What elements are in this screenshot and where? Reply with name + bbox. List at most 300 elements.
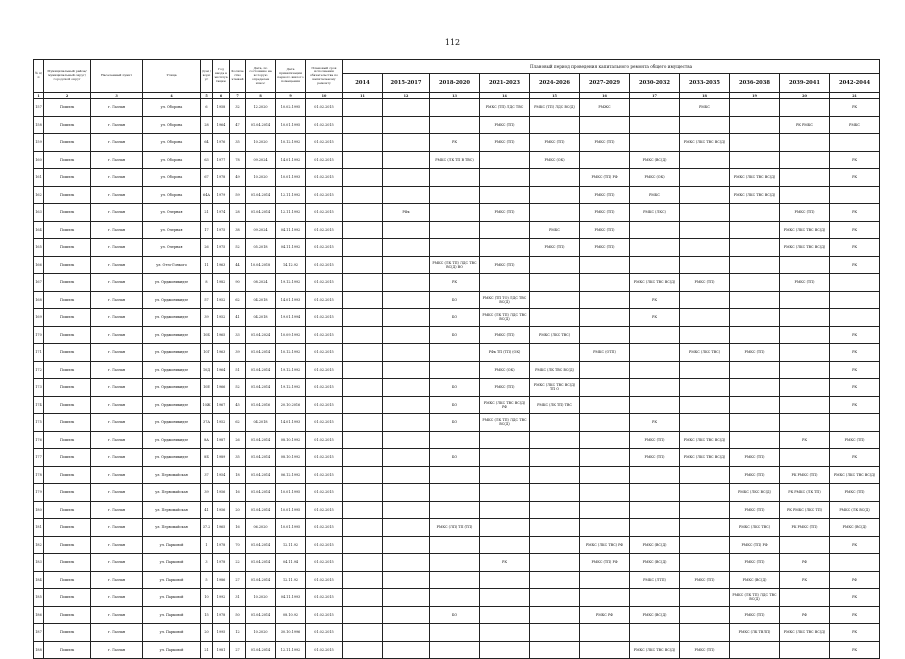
header-municipality: Муниципальный район/муниципальный округ/городской округ: [44, 60, 91, 93]
repair-period-cell: [630, 519, 680, 537]
repair-period-cell: [530, 274, 580, 292]
municipality-cell: Пошлэк: [44, 326, 91, 344]
column-number: 18: [680, 93, 730, 99]
table-row: [34, 449, 880, 467]
ownership-date-cell: 01.04.2014: [246, 466, 276, 484]
repair-period-cell: [343, 519, 383, 537]
repair-period-cell: [383, 116, 430, 134]
repair-period-cell: РМКС (ТП): [730, 466, 780, 484]
column-number: 17: [630, 93, 680, 99]
floors-cell: 39: [230, 344, 246, 362]
repair-period-cell: РМКС (ТП): [730, 449, 780, 467]
privatization-date-cell: 12.11.92: [276, 536, 306, 554]
municipality-cell: Пошлэк: [44, 204, 91, 222]
repair-period-cell: [780, 396, 830, 414]
repair-period-cell: РМКС (ОК): [530, 151, 580, 169]
repair-period-cell: [780, 326, 830, 344]
repair-period-cell: [480, 484, 530, 502]
repair-period-cell: [430, 624, 480, 642]
repair-period-cell: [830, 309, 880, 327]
repair-period-cell: РМКС (ТП): [580, 204, 630, 222]
repair-period-cell: [343, 501, 383, 519]
privatization-date-cell: 04.11.1993: [276, 589, 306, 607]
row-number: 180: [34, 501, 44, 519]
repair-period-cell: РМКС (ТП): [780, 204, 830, 222]
repair-period-cell: [530, 466, 580, 484]
house-cell: 20: [201, 624, 213, 642]
repair-period-cell: [680, 291, 730, 309]
repair-period-cell: РК РМКС (ЛКС ТП): [780, 501, 830, 519]
street-cell: ул. Орджоникидзе: [143, 414, 201, 432]
column-number: 2: [44, 93, 91, 99]
planned-date-cell: 01.02.2015: [306, 326, 343, 344]
repair-period-cell: РМКС (ВС(Д): [730, 571, 780, 589]
repair-period-cell: [343, 361, 383, 379]
repair-period-cell: [630, 396, 680, 414]
header-year: 2015-2017: [383, 74, 430, 93]
repair-period-cell: РК: [830, 361, 880, 379]
municipality-cell: Пошлэк: [44, 536, 91, 554]
street-cell: ул. Орджоникидзе: [143, 326, 201, 344]
repair-period-cell: РК: [430, 274, 480, 292]
repair-period-cell: РМКС (ЛК ТП В ТВС): [430, 151, 480, 169]
repair-period-cell: [780, 536, 830, 554]
house-cell: 10Г: [201, 344, 213, 362]
repair-period-cell: РМКС (ЛКС ТВС ВС(Д): [630, 641, 680, 659]
settlement-cell: г. Лаэлан: [91, 116, 143, 134]
repair-period-cell: [343, 641, 383, 659]
repair-period-cell: [630, 484, 680, 502]
repair-period-cell: РК: [830, 344, 880, 362]
planned-date-cell: 01.02.2015: [306, 484, 343, 502]
row-number: 169: [34, 309, 44, 327]
privatization-date-cell: 10.12.1992: [276, 134, 306, 152]
repair-period-cell: [580, 641, 630, 659]
repair-period-cell: РМКС (ТП) РФ: [580, 554, 630, 572]
house-cell: 26: [201, 239, 213, 257]
repair-period-cell: [630, 256, 680, 274]
header-year: 2042-2044: [830, 74, 880, 93]
repair-period-cell: [580, 501, 630, 519]
settlement-cell: г. Лаэлан: [91, 169, 143, 187]
table-row: [34, 99, 880, 117]
municipality-cell: Пошлэк: [44, 554, 91, 572]
planned-date-cell: 01.02.2015: [306, 134, 343, 152]
repair-period-cell: [383, 449, 430, 467]
planned-date-cell: 01.02.2015: [306, 169, 343, 187]
repair-period-cell: РК РМКС (ТП): [780, 519, 830, 537]
house-cell: 10: [201, 589, 213, 607]
year-built-cell: 1977: [213, 151, 230, 169]
privatization-date-cell: 10.01.1995: [276, 116, 306, 134]
floors-cell: 78: [230, 151, 246, 169]
floors-cell: 28: [230, 204, 246, 222]
street-cell: ул. Парковой: [143, 606, 201, 624]
repair-period-cell: [383, 571, 430, 589]
privatization-date-cell: 12.11.92: [276, 571, 306, 589]
floors-cell: 59: [230, 186, 246, 204]
planned-date-cell: 01.02.2015: [306, 396, 343, 414]
repair-period-cell: [630, 116, 680, 134]
planned-date-cell: 01.02.2015: [306, 606, 343, 624]
repair-period-cell: РМКС (ТП): [630, 431, 680, 449]
repair-period-cell: [680, 466, 730, 484]
municipality-cell: Пошлэк: [44, 414, 91, 432]
floors-cell: 20: [230, 501, 246, 519]
repair-period-cell: РМКС (ЛКС ТВС ВС(Д): [830, 466, 880, 484]
year-built-cell: 1964: [213, 361, 230, 379]
house-cell: 8Б: [201, 449, 213, 467]
repair-period-cell: [343, 151, 383, 169]
repair-period-cell: [430, 589, 480, 607]
repair-period-cell: [530, 431, 580, 449]
repair-period-cell: [343, 624, 383, 642]
repair-period-cell: [780, 99, 830, 117]
floors-cell: 35: [230, 134, 246, 152]
repair-period-cell: РК РМКС: [780, 116, 830, 134]
street-cell: ул. Оборона: [143, 116, 201, 134]
floors-cell: 47: [230, 116, 246, 134]
repair-period-cell: РМКС (ТП): [480, 116, 530, 134]
street-cell: ул. Парковой: [143, 571, 201, 589]
repair-period-cell: [430, 536, 480, 554]
year-built-cell: 1981: [213, 641, 230, 659]
repair-period-cell: [430, 571, 480, 589]
repair-period-cell: РФк ТП (ТП) (ОК): [480, 344, 530, 362]
planned-date-cell: 01.02.2015: [306, 501, 343, 519]
repair-period-cell: РМКС (ТП): [480, 379, 530, 397]
repair-period-cell: [480, 606, 530, 624]
house-cell: 17: [201, 221, 213, 239]
repair-period-cell: [730, 204, 780, 222]
repair-period-cell: [383, 326, 430, 344]
table-row: [34, 554, 880, 572]
table-row: [34, 116, 880, 134]
year-built-cell: 1987: [213, 431, 230, 449]
repair-period-cell: РМКС (ЛКС ТВС): [530, 326, 580, 344]
privatization-date-cell: 30.10.1996: [276, 624, 306, 642]
row-number: 179: [34, 484, 44, 502]
settlement-cell: г. Лаэлан: [91, 571, 143, 589]
table-row: [34, 326, 880, 344]
repair-period-cell: БО: [430, 396, 480, 414]
column-number: 3: [91, 93, 143, 99]
ownership-date-cell: 01.04.2014: [246, 186, 276, 204]
house-cell: 10Ж: [201, 396, 213, 414]
repair-period-cell: РМКС (ТП): [830, 484, 880, 502]
repair-period-cell: РМКС: [530, 221, 580, 239]
repair-period-cell: РК: [780, 431, 830, 449]
municipality-cell: Пошлэк: [44, 589, 91, 607]
repair-period-cell: [383, 379, 430, 397]
table-row: [34, 151, 880, 169]
privatization-date-cell: 10.09.1992: [276, 326, 306, 344]
repair-period-cell: БО: [430, 414, 480, 432]
year-built-cell: 1952: [213, 414, 230, 432]
repair-period-cell: [580, 379, 630, 397]
house-cell: 1: [201, 536, 213, 554]
ownership-date-cell: 04.2018: [246, 309, 276, 327]
repair-period-cell: РФк: [383, 204, 430, 222]
year-built-cell: 1963: [213, 344, 230, 362]
repair-period-cell: [383, 501, 430, 519]
repair-period-cell: РМКС (ЛКС ТВС ВС(Д): [730, 186, 780, 204]
row-number: 166: [34, 256, 44, 274]
repair-period-cell: [530, 571, 580, 589]
row-number: 168: [34, 291, 44, 309]
planned-date-cell: 01.02.2015: [306, 204, 343, 222]
repair-period-cell: РМКС (ВС(Д): [630, 606, 680, 624]
repair-period-cell: [730, 396, 780, 414]
settlement-cell: г. Лаэлан: [91, 641, 143, 659]
header-year: 2039-2041: [780, 74, 830, 93]
repair-period-cell: [730, 274, 780, 292]
repair-period-cell: [430, 431, 480, 449]
repair-period-cell: [780, 641, 830, 659]
house-cell: 10Е: [201, 379, 213, 397]
repair-period-cell: РК: [830, 169, 880, 187]
repair-period-cell: РМКС (ТП) ЛДС ТВС: [480, 99, 530, 117]
privatization-date-cell: 14.01.1993: [276, 414, 306, 432]
municipality-cell: Пошлэк: [44, 431, 91, 449]
row-number: 172: [34, 361, 44, 379]
house-cell: 6: [201, 99, 213, 117]
repair-period-cell: [343, 379, 383, 397]
column-number: 10: [306, 93, 343, 99]
table-row: [34, 291, 880, 309]
repair-period-cell: [780, 414, 830, 432]
repair-period-cell: РМКС (ТП): [580, 186, 630, 204]
repair-period-cell: [630, 134, 680, 152]
privatization-date-cell: 08.10.1992: [276, 431, 306, 449]
column-number: 21: [830, 93, 880, 99]
repair-period-cell: [580, 291, 630, 309]
table-row: [34, 501, 880, 519]
municipality-cell: Пошлэк: [44, 361, 91, 379]
header-year: 2027-2029: [580, 74, 630, 93]
column-number: 19: [730, 93, 780, 99]
settlement-cell: г. Лаэлан: [91, 256, 143, 274]
year-built-cell: 1967: [213, 396, 230, 414]
repair-period-cell: РК: [830, 204, 880, 222]
repair-period-cell: БО: [430, 326, 480, 344]
repair-period-cell: [383, 186, 430, 204]
street-cell: ул. Парковой: [143, 624, 201, 642]
repair-period-cell: РК: [830, 589, 880, 607]
repair-period-cell: [530, 116, 580, 134]
repair-period-cell: [730, 291, 780, 309]
year-built-cell: 1978: [213, 536, 230, 554]
repair-period-cell: [730, 379, 780, 397]
column-number: 9: [276, 93, 306, 99]
repair-period-cell: [343, 414, 383, 432]
repair-period-cell: [430, 641, 480, 659]
column-number: 14: [480, 93, 530, 99]
repair-period-cell: [383, 536, 430, 554]
privatization-date-cell: 14.12.92: [276, 256, 306, 274]
repair-period-cell: [830, 134, 880, 152]
repair-period-cell: РМКС (ЛК ТП) ЛДС ТВС ВС(Д) ВО: [430, 256, 480, 274]
settlement-cell: г. Лаэлан: [91, 379, 143, 397]
planned-date-cell: 01.02.2015: [306, 449, 343, 467]
repair-period-cell: [630, 326, 680, 344]
repair-period-cell: РК: [830, 239, 880, 257]
municipality-cell: Пошлэк: [44, 186, 91, 204]
ownership-date-cell: 01.04.2014: [246, 431, 276, 449]
repair-period-cell: РМКС (ТП): [730, 501, 780, 519]
repair-period-cell: [383, 344, 430, 362]
settlement-cell: г. Лаэлан: [91, 519, 143, 537]
repair-period-cell: РФ: [780, 606, 830, 624]
ownership-date-cell: 09.2024: [246, 151, 276, 169]
privatization-date-cell: 10.02.1995: [276, 99, 306, 117]
column-number: 7: [230, 93, 246, 99]
repair-period-cell: [343, 466, 383, 484]
repair-period-cell: РМКС (ТП): [480, 256, 530, 274]
repair-period-cell: [730, 239, 780, 257]
municipality-cell: Пошлэк: [44, 169, 91, 187]
repair-period-cell: [580, 414, 630, 432]
repair-period-cell: [580, 484, 630, 502]
table-row: [34, 344, 880, 362]
repair-period-cell: РМКС (ЛКС ТВС ВС(Д): [680, 134, 730, 152]
repair-period-cell: РМКС (ЛКС ТВС ВС(Д): [780, 221, 830, 239]
repair-period-cell: [630, 466, 680, 484]
repair-period-cell: [580, 449, 630, 467]
street-cell: ул. Очерная: [143, 239, 201, 257]
column-number: 8: [246, 93, 276, 99]
municipality-cell: Пошлэк: [44, 449, 91, 467]
privatization-date-cell: 19.12.1992: [276, 379, 306, 397]
repair-period-cell: РК: [830, 326, 880, 344]
street-cell: ул. Орджоникидзе: [143, 291, 201, 309]
settlement-cell: г. Лаэлан: [91, 536, 143, 554]
repair-period-cell: [480, 431, 530, 449]
repair-period-cell: [430, 466, 480, 484]
row-number: 186: [34, 606, 44, 624]
repair-period-cell: РМКС (ЛКС ТВС ВС(Д): [680, 449, 730, 467]
repair-period-cell: [530, 169, 580, 187]
settlement-cell: г. Лаэлан: [91, 309, 143, 327]
house-cell: 21: [201, 641, 213, 659]
table-row: [34, 309, 880, 327]
repair-period-cell: РК: [830, 536, 880, 554]
repair-period-cell: [480, 151, 530, 169]
repair-period-cell: [730, 641, 780, 659]
repair-period-cell: [343, 186, 383, 204]
repair-period-cell: [383, 414, 430, 432]
planned-date-cell: 01.02.2015: [306, 624, 343, 642]
repair-period-cell: РМКС (ЛКС ТВС ВС(Д): [680, 431, 730, 449]
street-cell: ул. Орджоникидзе: [143, 344, 201, 362]
table-row: [34, 484, 880, 502]
column-number: 13: [430, 93, 480, 99]
street-cell: ул. Парковой: [143, 589, 201, 607]
repair-period-cell: [383, 641, 430, 659]
year-built-cell: 1975: [213, 239, 230, 257]
street-cell: ул. Оборона: [143, 134, 201, 152]
repair-period-cell: РМКС (ТП): [730, 344, 780, 362]
street-cell: ул. Очерная: [143, 204, 201, 222]
repair-period-cell: РФ: [780, 554, 830, 572]
year-built-cell: 1954: [213, 466, 230, 484]
repair-period-cell: [383, 589, 430, 607]
street-cell: ул. Парковой: [143, 554, 201, 572]
street-cell: ул. Орджоникидзе: [143, 274, 201, 292]
header-year: 2024-2026: [530, 74, 580, 93]
ownership-date-cell: 04.2018: [246, 414, 276, 432]
repair-period-cell: [343, 221, 383, 239]
repair-period-cell: [343, 239, 383, 257]
repair-period-cell: [730, 361, 780, 379]
house-cell: 63: [201, 151, 213, 169]
street-cell: ул. Оборона: [143, 99, 201, 117]
repair-period-cell: [680, 186, 730, 204]
floors-cell: 62: [230, 291, 246, 309]
repair-period-cell: РМКС (ЛТП): [630, 571, 680, 589]
table-header: [34, 60, 880, 99]
repair-period-cell: [383, 606, 430, 624]
floors-cell: 18: [230, 466, 246, 484]
repair-period-cell: РМКС (ЛК ТП) ЛДС ТВС ВС(Д): [480, 309, 530, 327]
repair-period-cell: [730, 134, 780, 152]
repair-period-cell: БО: [430, 449, 480, 467]
repair-period-cell: РМКС (ТП) РФ: [580, 169, 630, 187]
repair-period-cell: [680, 326, 730, 344]
house-cell: 10Д: [201, 361, 213, 379]
planned-date-cell: 01.02.2015: [306, 151, 343, 169]
settlement-cell: г. Лаэлан: [91, 134, 143, 152]
year-built-cell: 1978: [213, 606, 230, 624]
header-first-privatization: Дата приватизации первого жилого помещения: [276, 60, 306, 93]
planned-date-cell: 01.02.2015: [306, 116, 343, 134]
municipality-cell: Пошлэк: [44, 239, 91, 257]
repair-period-cell: [630, 589, 680, 607]
repair-period-cell: РФ: [830, 571, 880, 589]
repair-period-cell: [780, 449, 830, 467]
column-number: 4: [143, 93, 201, 99]
header-year: 2036-2038: [730, 74, 780, 93]
table-row: [34, 641, 880, 659]
year-built-cell: 1979: [213, 186, 230, 204]
repair-period-cell: [343, 606, 383, 624]
ownership-date-cell: 10.2020: [246, 624, 276, 642]
planned-date-cell: 01.02.2015: [306, 291, 343, 309]
repair-period-cell: [383, 291, 430, 309]
row-number: 165: [34, 239, 44, 257]
repair-period-cell: [343, 431, 383, 449]
street-cell: ул. Парковой: [143, 641, 201, 659]
year-built-cell: 1995: [213, 624, 230, 642]
header-street: Улица: [143, 60, 201, 93]
repair-period-cell: [343, 99, 383, 117]
row-number: 176: [34, 431, 44, 449]
settlement-cell: г. Лаэлан: [91, 554, 143, 572]
header-plan-period: Плановый период проведения капитального ремонта общего имущества: [343, 60, 880, 74]
municipality-cell: Пошлэк: [44, 501, 91, 519]
year-built-cell: 1952: [213, 291, 230, 309]
repair-period-cell: РК: [780, 571, 830, 589]
ownership-date-cell: 01.04.2014: [246, 484, 276, 502]
repair-period-cell: [383, 519, 430, 537]
column-number: 5: [201, 93, 213, 99]
header-year: 2021-2023: [480, 74, 530, 93]
header-house: Дом / корпус: [201, 60, 213, 93]
repair-period-cell: [530, 501, 580, 519]
repair-period-cell: [383, 221, 430, 239]
repair-period-cell: [530, 641, 580, 659]
column-number: 12: [383, 93, 430, 99]
